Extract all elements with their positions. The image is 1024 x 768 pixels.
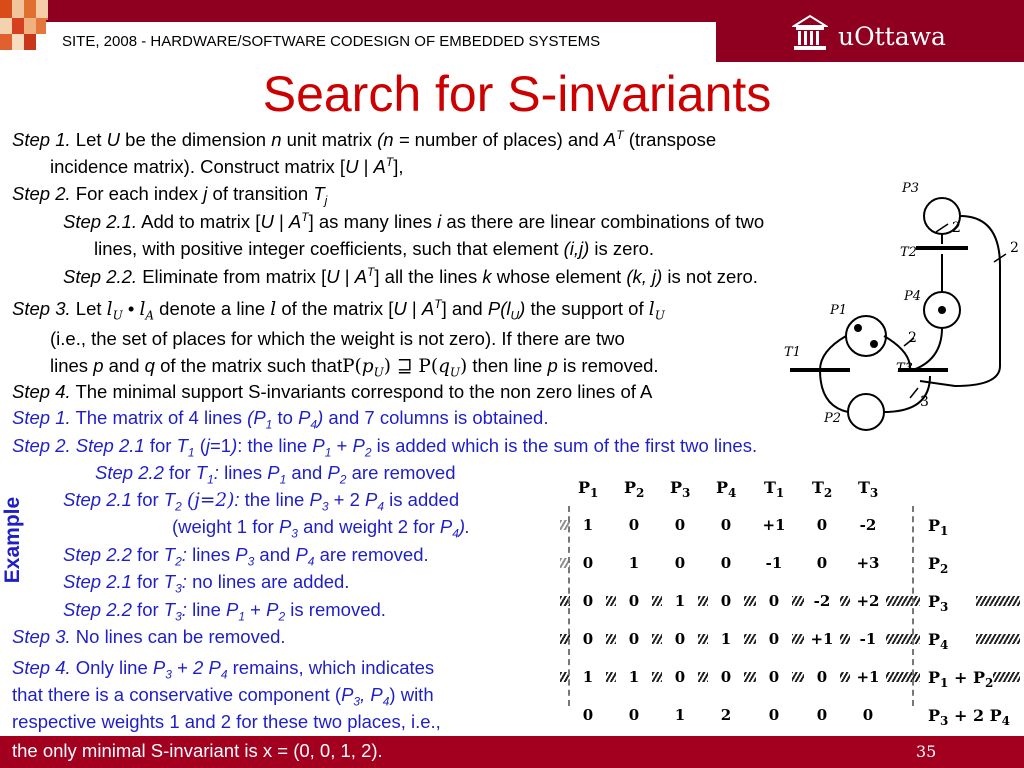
ex-step2-2-t1: Step 2.2 for $T_1$: lines $P_1$ and $P_2$ are removed [95,462,456,487]
ex-step4-line2: that there is a conservative component ($P_3$, $P_4$) with [12,684,434,709]
matrix-cell: 0 [756,630,792,648]
matrix-cell: 1 [708,630,744,648]
matrix-cell: 0 [616,516,652,534]
matrix-cell: 0 [708,668,744,686]
course-title: SITE, 2008 - HARDWARE/SOFTWARE CODESIGN OF EMBEDDED SYSTEMS [62,33,601,50]
matrix-row-label: $P_4$ [928,630,949,653]
matrix-cell: 1 [662,706,698,724]
weight-label: 3 [920,394,929,410]
matrix-cell: 0 [850,706,886,724]
row-strike [976,596,1020,606]
matrix-cell: 0 [804,554,840,572]
place-p1 [846,316,886,356]
transition-t2 [916,246,968,250]
matrix-row-label: $P_2$ [928,554,949,577]
building-logo-icon [792,14,828,52]
step2-2-line: Step 2.2. Eliminate from matrix [U | $A^T$] all the lines k whose element (k, j) is not zero. [63,264,758,287]
label-p3: P3 [902,181,920,196]
ex-step1: Step 1. The matrix of 4 lines ($P_1$ to $P_4$) and 7 columns is obtained. [12,407,549,432]
step1-line1: Step 1. Let U be the dimension n unit matrix (n = number of places) and $A^T$ (transpose [12,127,717,150]
matrix-cell: 0 [708,592,744,610]
matrix-bracket [912,506,914,706]
matrix-col-header: $T_3$ [858,478,879,501]
step3-line1: Step 3. Let $l_U$ • $l_A$ denote a line l of the matrix [U | $A^T$] and $P(l_U)$ the support of $l_U$ [12,296,665,323]
matrix-row-label: $P_1 + P_2$ [928,668,994,691]
matrix-cell: +2 [850,592,886,610]
matrix-cell: 0 [662,516,698,534]
ex-step2-2-t2: Step 2.2 for $T_2$: lines $P_3$ and $P_4$ are removed. [63,544,429,569]
label-t3: T3 [896,361,913,376]
matrix-col-header: $P_3$ [670,478,691,501]
matrix-cell: 0 [804,668,840,686]
university-logo: uOttawa [838,22,946,51]
matrix-cell: 0 [804,516,840,534]
matrix-cell: 0 [616,706,652,724]
weight-label: 2 [952,220,961,236]
matrix-cell: 0 [756,668,792,686]
matrix-col-header: $P_2$ [624,478,645,501]
matrix-cell: 0 [570,592,606,610]
matrix-cell: +1 [804,630,840,648]
step1-line2: incidence matrix). Construct matrix [U | $A^T$], [50,154,404,177]
step2-1-line1: Step 2.1. Add to matrix [U | $A^T$] as many lines i as there are linear combinations of two [63,209,765,232]
matrix-cell: 2 [708,706,744,724]
matrix-row-label: $P_3$ [928,592,949,615]
matrix-cell: -1 [850,630,886,648]
step2-line: Step 2. For each index j of transition $T_j$ [12,183,328,208]
step2-1-line2: lines, with positive integer coefficients, such that element (i,j) is zero. [94,238,655,259]
invariant-matrix [556,476,1024,736]
matrix-cell: 0 [708,516,744,534]
label-t1: T1 [784,345,801,360]
matrix-cell: 1 [616,668,652,686]
ex-step2-1-t3: Step 2.1 for $T_3$: no lines are added. [63,571,350,596]
transition-t1 [790,368,850,372]
matrix-cell: 0 [616,592,652,610]
matrix-cell: +3 [850,554,886,572]
ex-step2-1-t2: Step 2.1 for $T_2$ (j=2): the line $P_3 + 2$ $P_4$ is added [63,489,460,514]
row-strike [976,634,1020,644]
matrix-cell: 0 [662,630,698,648]
matrix-col-header: $P_4$ [716,478,737,501]
matrix-cell: 1 [570,516,606,534]
weight-label: 2 [908,330,917,346]
ex-step3: Step 3. No lines can be removed. [12,626,286,647]
slide-title: Search for S-invariants [262,66,772,122]
matrix-cell: -2 [850,516,886,534]
matrix-cell: 0 [570,554,606,572]
matrix-cell: 0 [570,630,606,648]
matrix-cell: -1 [756,554,792,572]
label-p2: P2 [824,411,842,426]
matrix-cell: 0 [804,706,840,724]
matrix-cell: -2 [804,592,840,610]
matrix-col-header: $T_2$ [812,478,833,501]
matrix-cell: 0 [662,668,698,686]
matrix-cell: 1 [616,554,652,572]
example-side-label: Example [1,496,25,584]
petri-net-diagram [780,176,1024,432]
step4-line: Step 4. The minimal support S-invariants correspond to the non zero lines of A [12,381,653,402]
place-p2 [848,394,884,430]
matrix-bracket [568,506,570,706]
header-red-stripe [48,0,716,20]
ex-step4-line3: respective weights 1 and 2 for these two places, i.e., [12,711,441,732]
matrix-cell: 1 [570,668,606,686]
matrix-cell: 0 [570,706,606,724]
ex-step2-2-t3: Step 2.2 for $T_3$: line $P_1 + P_2$ is removed. [63,599,386,624]
matrix-cell: 0 [662,554,698,572]
matrix-row-label: $P_3 + 2$ $P_4$ [928,706,1011,729]
matrix-cell: +1 [850,668,886,686]
matrix-col-header: $T_1$ [764,478,785,501]
label-t2: T2 [900,245,917,260]
label-p1: P1 [830,303,848,318]
step3-line2: (i.e., the set of places for which the weight is not zero). If there are two [50,328,625,349]
ex-step2-1-t2-weights: (weight 1 for $P_3$ and weight 2 for $P_4$). [172,516,471,541]
matrix-cell: 0 [756,592,792,610]
weight-label: 2 [1010,240,1019,256]
step3-line3: lines p and q of the matrix such $thatP(p_U)$ ⊒ $P(q_U)$ then line p is removed. [50,355,659,380]
matrix-cell: 0 [756,706,792,724]
matrix-cell: 1 [662,592,698,610]
page-number: 35 [916,742,937,761]
matrix-row-label: $P_1$ [928,516,949,539]
matrix-cell: +1 [756,516,792,534]
ex-step4-line1: Step 4. Only line $P_3 + 2$ $P_4$ remains, which indicates [12,657,435,682]
matrix-cell: 0 [708,554,744,572]
label-p4: P4 [904,289,922,304]
ex-step2: Step 2. Step 2.1 for $T_1$ (j=1): the line $P_1 + P_2$ is added which is the sum of the first two lines. [12,435,758,460]
matrix-col-header: $P_1$ [578,478,599,501]
matrix-cell: 0 [616,630,652,648]
footer-text: the only minimal S-invariant is x = (0, 0, 1, 2). [12,740,383,761]
